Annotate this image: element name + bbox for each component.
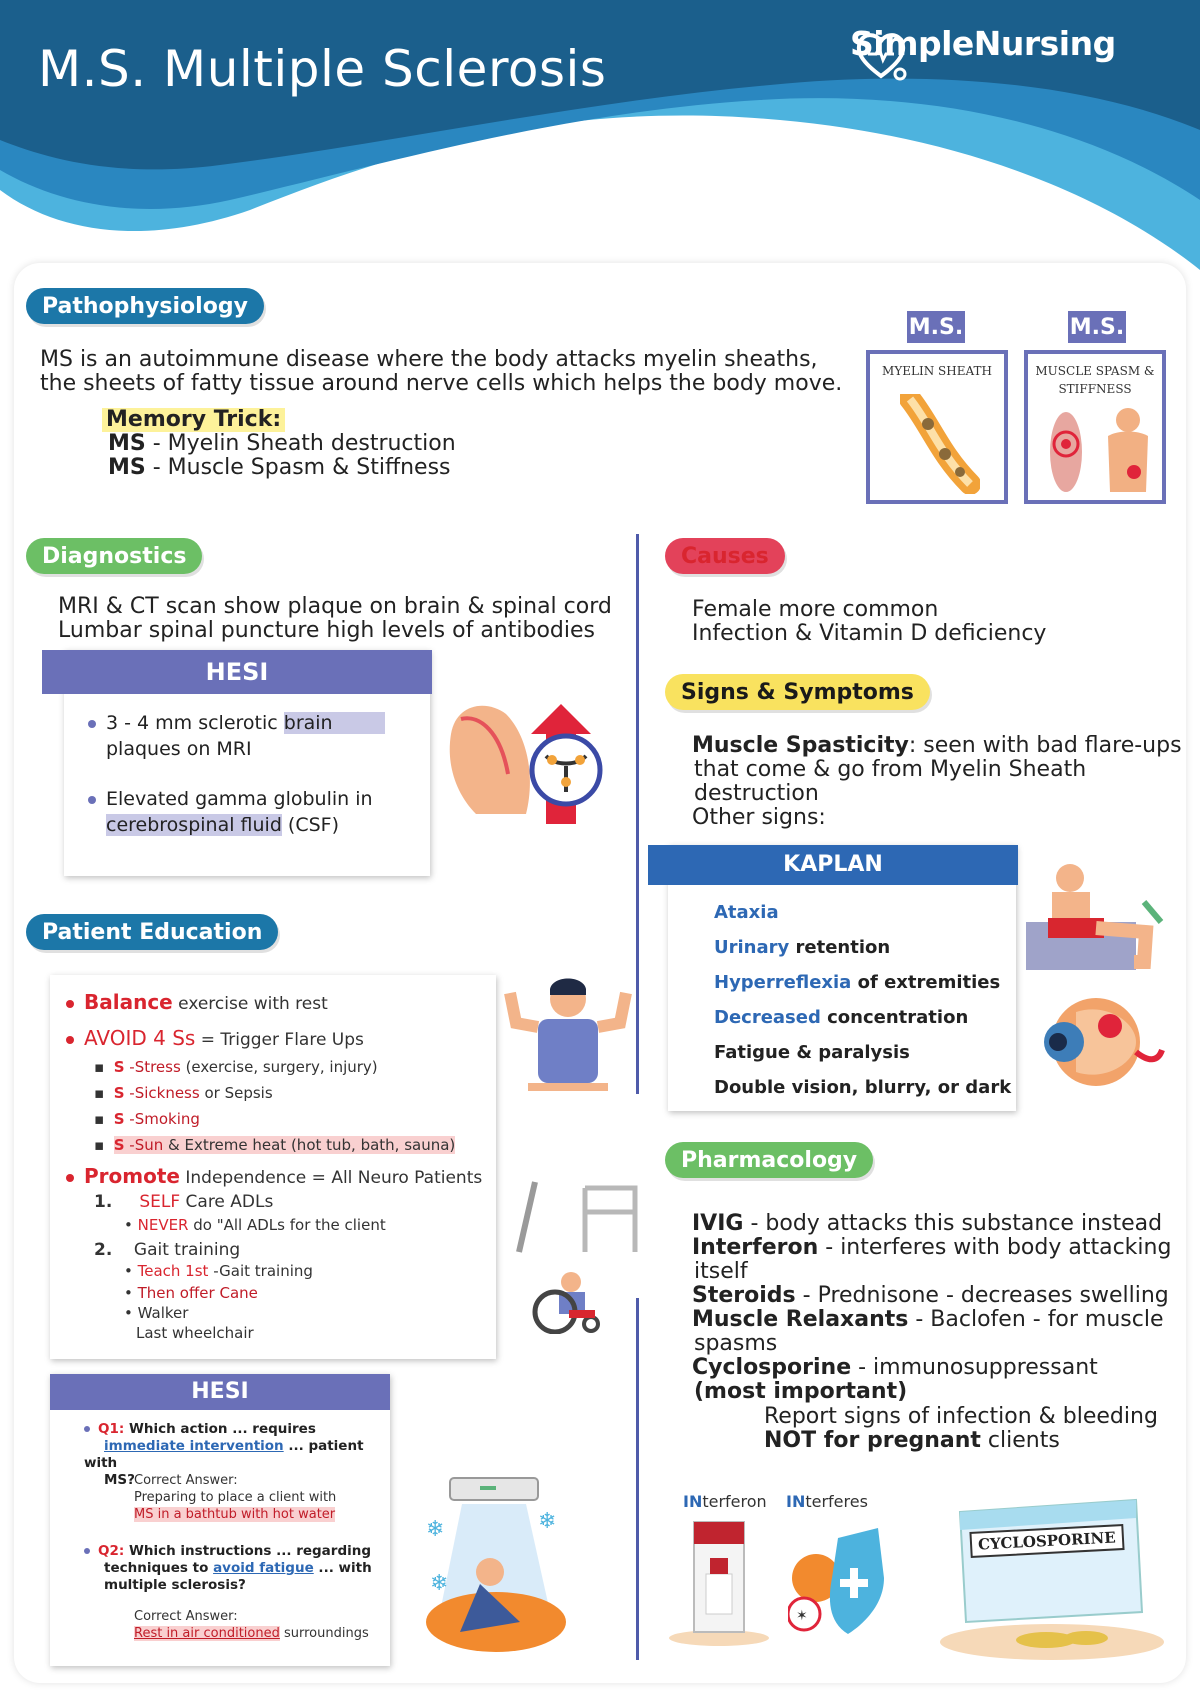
header-banner — [0, 0, 1200, 270]
muscle-spasm-card — [1024, 350, 1166, 504]
s-word: -Sun — [124, 1136, 164, 1154]
drug-text: clients — [980, 1428, 1060, 1453]
page-title: M.S. Multiple Sclerosis — [38, 40, 607, 98]
kaplan-item-hyperreflexia — [714, 965, 1011, 1000]
hesi-bullet-1 — [88, 710, 428, 762]
diag-line2: Lumbar spinal puncture high levels of antibodies — [58, 618, 595, 643]
kaplan-item-concentration — [714, 1000, 1011, 1035]
s-letter: S — [113, 1110, 125, 1128]
reflex-test-icon — [1026, 862, 1176, 972]
bullet-dot — [84, 1548, 90, 1554]
pharm-not-pregnant — [764, 1429, 1060, 1453]
pe-keyword: Balance — [84, 990, 173, 1014]
pe-avoid — [66, 1026, 364, 1050]
q-text: ... patient with — [84, 1438, 364, 1471]
myelin-sheath-label: MYELIN SHEATH — [882, 364, 992, 378]
pe-teach: • Teach 1st -Gait training — [124, 1262, 313, 1280]
hesi-title: HESI — [42, 650, 432, 694]
signs-text: : seen with bad flare-ups — [908, 733, 1182, 758]
bullet-highlight: cerebrospinal fluid — [106, 814, 282, 836]
patho-text-line2: the sheets of fatty tissue around nerve cells which helps the body move. — [40, 371, 843, 396]
memory-trick-1 — [108, 432, 456, 456]
pe-last: Last wheelchair — [136, 1324, 254, 1342]
drug-name: Steroids — [692, 1283, 796, 1308]
pharm-relaxants-cont: spasms — [694, 1331, 778, 1356]
q-text: Which action ... requires — [124, 1421, 316, 1437]
bullet-dot — [88, 720, 96, 728]
correct-answer-label: Correct Answer: — [134, 1473, 238, 1488]
pharm-interferon-cont: itself — [694, 1259, 748, 1284]
ms-card-title-1: M.S. — [907, 311, 965, 343]
memory-trick-label: Memory Trick: — [102, 408, 285, 432]
pharm-most-important: (most important) — [694, 1379, 908, 1404]
s-text: & Extreme heat (hot tub, bath, sauna) — [163, 1136, 456, 1154]
trick-text: - Myelin Sheath destruction — [145, 431, 456, 456]
pe-keyword: AVOID 4 Ss — [84, 1026, 196, 1050]
trick-ms: MS — [108, 455, 146, 480]
pe-keyword: Promote — [84, 1164, 180, 1188]
air-conditioner-rest-icon — [420, 1472, 570, 1658]
svg-text:❄: ❄ — [426, 1517, 445, 1542]
causes-label: Causes — [665, 538, 785, 574]
list-number: 2. — [94, 1240, 113, 1260]
s-letter: S — [113, 1136, 125, 1154]
caption-prefix: IN — [786, 1492, 806, 1511]
s-text: or Sepsis — [199, 1084, 273, 1102]
bullet-dot — [88, 796, 96, 804]
trick-text: - Muscle Spasm & Stiffness — [145, 455, 451, 480]
caption-text: terferon — [702, 1492, 767, 1511]
pe-s-stress: ▪ S -Stress (exercise, surgery, injury) — [94, 1058, 378, 1076]
nerve-cell-icon — [900, 394, 980, 494]
q-keyword: avoid fatigue — [213, 1560, 314, 1576]
interferon-caption — [683, 1492, 767, 1511]
pe-gait — [94, 1240, 240, 1260]
kaplan-text: of extremities — [851, 972, 1001, 993]
drug-name: IVIG — [692, 1211, 744, 1236]
q-text: ... with — [313, 1560, 372, 1576]
bullet-dot — [66, 1036, 74, 1044]
caption-prefix: IN — [683, 1492, 703, 1511]
kaplan-item-vision: Double vision, blurry, or dark — [714, 1077, 1012, 1098]
column-divider-bottom — [636, 1298, 639, 1660]
pe-s-smoking: ▪ S -Smoking — [94, 1110, 200, 1128]
drug-name: Interferon — [692, 1235, 819, 1260]
pe-walker: • Walker — [124, 1304, 189, 1322]
pe-text: Care ADLs — [180, 1192, 274, 1212]
brain-plaque-mri-icon — [446, 694, 616, 844]
q-label: Q1: — [98, 1421, 125, 1437]
pe-keyword: Teach 1st — [137, 1262, 209, 1280]
kaplan-item-urinary — [714, 930, 1011, 965]
kaplan-text: retention — [789, 937, 891, 958]
drug-text: - interferes with body attacking — [818, 1235, 1172, 1260]
pharmacology-label: Pharmacology — [665, 1142, 873, 1178]
kaplan-term: Urinary — [714, 937, 790, 958]
signs-symptoms-label: Signs & Symptoms — [665, 674, 930, 710]
bullet-dot — [84, 1426, 90, 1432]
sun-highlight — [114, 1136, 456, 1154]
drug-name: Cyclosporine — [692, 1355, 852, 1380]
signs-line3: destruction — [694, 781, 819, 806]
pathophysiology-label: Pathophysiology — [26, 288, 264, 324]
pe-then: • Then offer Cane — [124, 1284, 258, 1302]
hesi-a1 — [134, 1472, 336, 1523]
s-word: -Smoking — [124, 1110, 200, 1128]
pe-text: Walker — [137, 1304, 189, 1322]
pe-text: Independence = All Neuro Patients — [179, 1168, 483, 1188]
hesi-diagnostics-box — [64, 650, 430, 876]
bullet-text: 3 - 4 mm sclerotic — [106, 712, 284, 734]
diag-line1: MRI & CT scan show plaque on brain & spinal cord — [58, 594, 612, 619]
pharm-steroids — [692, 1284, 1169, 1308]
q-text: multiple sclerosis? — [104, 1577, 246, 1593]
signs-line1 — [692, 734, 1182, 758]
q-text: Which instructions ... regarding — [124, 1543, 372, 1559]
hesi-q2 — [84, 1543, 384, 1594]
drug-name: Muscle Relaxants — [692, 1307, 909, 1332]
muscle-spasm-label: MUSCLE SPASM & STIFFNESS — [1035, 364, 1155, 396]
pe-keyword: SELF — [139, 1192, 181, 1212]
pharm-interferon — [692, 1236, 1171, 1260]
q-label: Q2: — [98, 1543, 125, 1559]
pe-text: exercise with rest — [172, 994, 328, 1014]
signs-line4: Other signs: — [692, 805, 826, 830]
pe-keyword: NEVER — [137, 1216, 189, 1234]
shield-antibody-icon — [788, 1518, 894, 1642]
bullet-highlight: brain — [284, 712, 385, 734]
memory-trick-2 — [108, 456, 451, 480]
kaplan-term: Decreased — [714, 1007, 821, 1028]
s-text: (exercise, surgery, injury) — [180, 1058, 378, 1076]
pe-text: do "All ADLs for the client — [188, 1216, 386, 1234]
pe-balance — [66, 990, 328, 1014]
signs-line2: that come & go from Myelin Sheath — [694, 757, 1087, 782]
kaplan-text: concentration — [820, 1007, 969, 1028]
pe-never: • NEVER do "All ADLs for the client — [124, 1216, 386, 1234]
caption-text: terferes — [805, 1492, 868, 1511]
hesi2-title: HESI — [50, 1374, 390, 1410]
correct-answer-label: Correct Answer: — [134, 1609, 238, 1624]
drug-warning: NOT for pregnant — [764, 1428, 981, 1453]
diagnostics-label: Diagnostics — [26, 538, 202, 574]
cyclosporine-label: CYCLOSPORINE — [969, 1524, 1124, 1558]
interferes-caption — [786, 1492, 868, 1511]
drug-text: - body attacks this substance instead — [743, 1211, 1163, 1236]
ms-card-title-2: M.S. — [1068, 311, 1126, 343]
myelin-sheath-card — [866, 350, 1008, 504]
trick-ms: MS — [108, 431, 146, 456]
hesi-bullet-2 — [88, 786, 428, 838]
svg-text:✶: ✶ — [796, 1608, 808, 1624]
pharm-cyclosporine — [692, 1356, 1098, 1380]
answer-highlight: Rest in air conditioned — [134, 1626, 280, 1641]
drug-text: - Baclofen - for muscle — [908, 1307, 1164, 1332]
pe-promote — [66, 1164, 482, 1188]
brand-logo — [850, 24, 1116, 63]
brand-name: SimpleNursing — [850, 24, 1116, 63]
pharm-relaxants — [692, 1308, 1164, 1332]
muscle-spasticity: Muscle Spasticity — [692, 733, 909, 758]
bullet-dot — [66, 1174, 74, 1182]
kaplan-term: Hyperreflexia — [714, 972, 852, 993]
patient-education-label: Patient Education — [26, 914, 278, 950]
causes-line1: Female more common — [692, 597, 939, 622]
eye-icon — [1036, 992, 1166, 1092]
stethoscope-heart-icon — [850, 24, 912, 86]
hesi-a2 — [134, 1608, 369, 1642]
pharm-ivig — [692, 1212, 1162, 1236]
kaplan-term: Ataxia — [714, 902, 779, 923]
walker-wheelchair-icon — [505, 1172, 645, 1334]
q-keyword: immediate intervention — [104, 1438, 284, 1454]
bullet-dot — [66, 1000, 74, 1008]
answer-text: surroundings — [279, 1626, 369, 1641]
kaplan-item-fatigue: Fatigue & paralysis — [714, 1042, 910, 1063]
svg-text:❄: ❄ — [430, 1571, 449, 1596]
pe-s-sun: ▪ S -Sun & Extreme heat (hot tub, bath, sauna) — [94, 1136, 456, 1154]
strong-man-icon — [498, 975, 638, 1097]
answer-highlight: MS in a bathtub with hot water — [134, 1507, 336, 1522]
pe-text: -Gait training — [208, 1262, 313, 1280]
bullet-text: Elevated gamma globulin in — [106, 788, 373, 810]
pharm-report: Report signs of infection & bleeding — [764, 1404, 1158, 1429]
svg-text:❄: ❄ — [538, 1509, 557, 1534]
list-number: 1. — [94, 1192, 113, 1212]
bullet-text: (CSF) — [281, 814, 340, 836]
cyclosporine-box-icon — [936, 1492, 1168, 1662]
q-text: techniques to — [104, 1560, 214, 1576]
pe-text: Gait training — [133, 1240, 241, 1260]
s-letter: S — [113, 1058, 125, 1076]
drug-text: - immunosuppressant — [851, 1355, 1098, 1380]
kaplan-list — [714, 895, 1011, 1105]
answer-text: Preparing to place a client with — [134, 1490, 337, 1505]
q-text: MS? — [104, 1472, 135, 1488]
s-word: -Stress — [124, 1058, 181, 1076]
kaplan-item-ataxia — [714, 895, 1011, 930]
pe-self-care — [94, 1192, 273, 1212]
patho-text-line1: MS is an autoimmune disease where the body attacks myelin sheaths, — [40, 347, 818, 372]
muscle-pain-icon — [1038, 402, 1158, 497]
causes-line2: Infection & Vitamin D deficiency — [692, 621, 1047, 646]
interferon-vial-icon — [664, 1518, 774, 1648]
pe-text: Then offer Cane — [137, 1284, 258, 1302]
bullet-text: plaques on MRI — [106, 738, 252, 760]
drug-text: - Prednisone - decreases swelling — [795, 1283, 1169, 1308]
kaplan-title: KAPLAN — [648, 845, 1018, 885]
pe-s-sickness: ▪ S -Sickness or Sepsis — [94, 1084, 273, 1102]
kaplan-box — [668, 845, 1016, 1111]
pe-text: = Trigger Flare Ups — [195, 1030, 364, 1050]
s-word: -Sickness — [124, 1084, 200, 1102]
s-letter: S — [113, 1084, 125, 1102]
